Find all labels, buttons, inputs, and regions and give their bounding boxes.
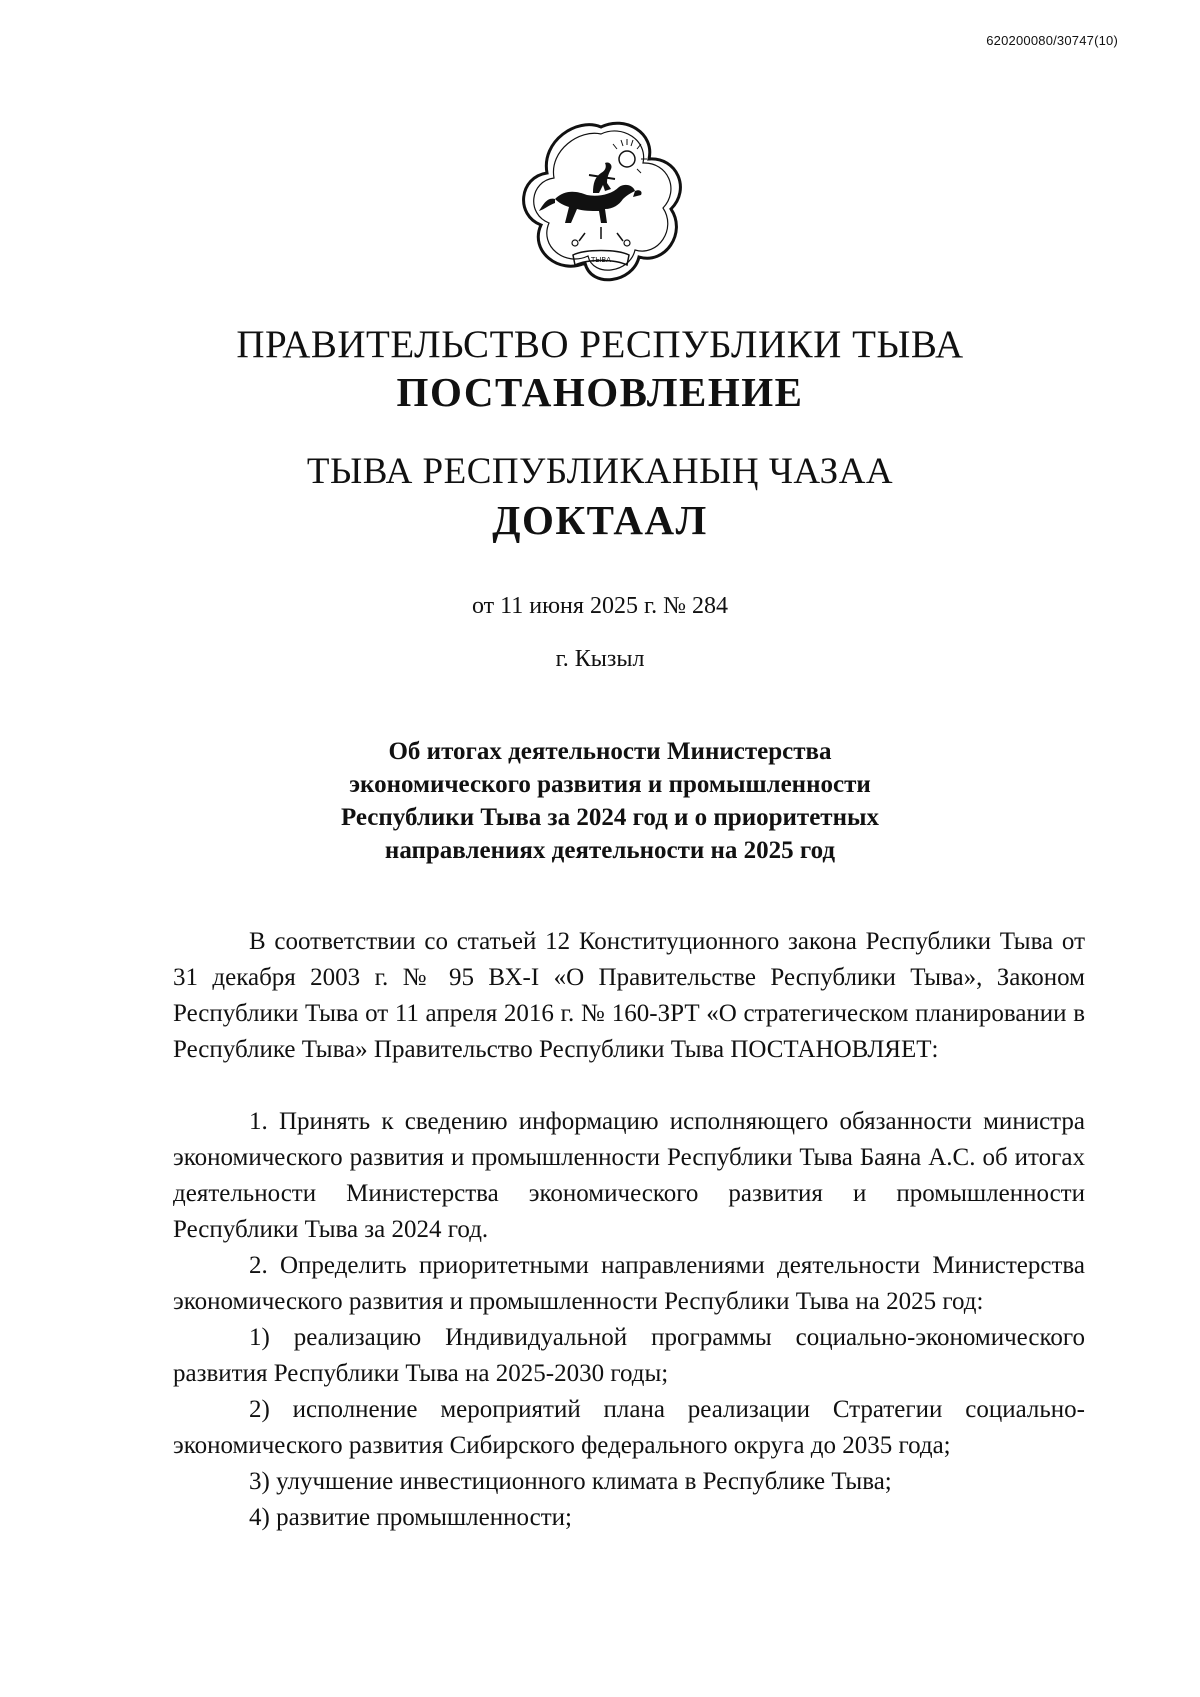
- document-date-number: от 11 июня 2025 г. № 284: [472, 593, 728, 619]
- government-title-tyv: ТЫВА РЕСПУБЛИКАНЫҢ ЧАЗАА: [306, 451, 894, 492]
- document-subject: [300, 735, 920, 867]
- subject-line: Республики Тыва за 2024 год и о приоритетных: [340, 804, 880, 831]
- subject-line: Об итогах деятельности Министерства: [388, 738, 832, 765]
- list-item-paragraph: 1) реализацию Индивидуальной программы социально-экономического развития Республики Тыва на 2025-2030 годы;: [173, 1324, 1085, 1387]
- document-type-tyv: ДОКТААЛ: [492, 497, 708, 543]
- list-item-paragraph: 3) улучшение инвестиционного климата в Республике Тыва;: [249, 1468, 892, 1495]
- clause-paragraph: 1. Принять к сведению информацию исполняющего обязанности министра экономического развития и промышленности Республики Тыва Баяна А.С. об итогах деятельности Министерства экономического развития и промышленности Республики Тыва за 2024 год.: [173, 1108, 1085, 1243]
- document-id-number: 620200080/30747(10): [986, 33, 1118, 48]
- preamble-paragraph: В соответствии со статьей 12 Конституционного закона Республики Тыва от 31 декабря 2003 г. № 95 ВХ-I «О Правительстве Республики Тыва», Законом Республики Тыва от 11 апреля 2016 г. № 160-ЗРТ «О стратегическом планировании в Республике Тыва» Правительство Республики Тыва ПОСТАНОВЛЯЕТ:: [173, 928, 1085, 1063]
- subject-line: экономического развития и промышленности: [349, 771, 871, 798]
- emblem-ribbon-text: ТЫВА: [590, 256, 612, 264]
- coat-of-arms-emblem: [515, 115, 687, 287]
- subject-line: направлениях деятельности на 2025 год: [384, 837, 836, 864]
- list-item-paragraph: 4) развитие промышленности;: [249, 1504, 572, 1531]
- document-city: г. Кызыл: [555, 646, 645, 672]
- tuva-coat-of-arms-icon: [515, 115, 687, 287]
- government-title-ru: ПРАВИТЕЛЬСТВО РЕСПУБЛИКИ ТЫВА: [236, 323, 964, 366]
- document-type-ru: ПОСТАНОВЛЕНИЕ: [396, 369, 804, 415]
- clause-paragraph: 2. Определить приоритетными направлениями деятельности Министерства экономического развития и промышленности Республики Тыва на 2025 год:: [173, 1252, 1085, 1315]
- list-item-paragraph: 2) исполнение мероприятий плана реализации Стратегии социально-экономического развития Сибирского федерального округа до 2035 года;: [173, 1396, 1085, 1459]
- document-body: [173, 924, 1085, 1536]
